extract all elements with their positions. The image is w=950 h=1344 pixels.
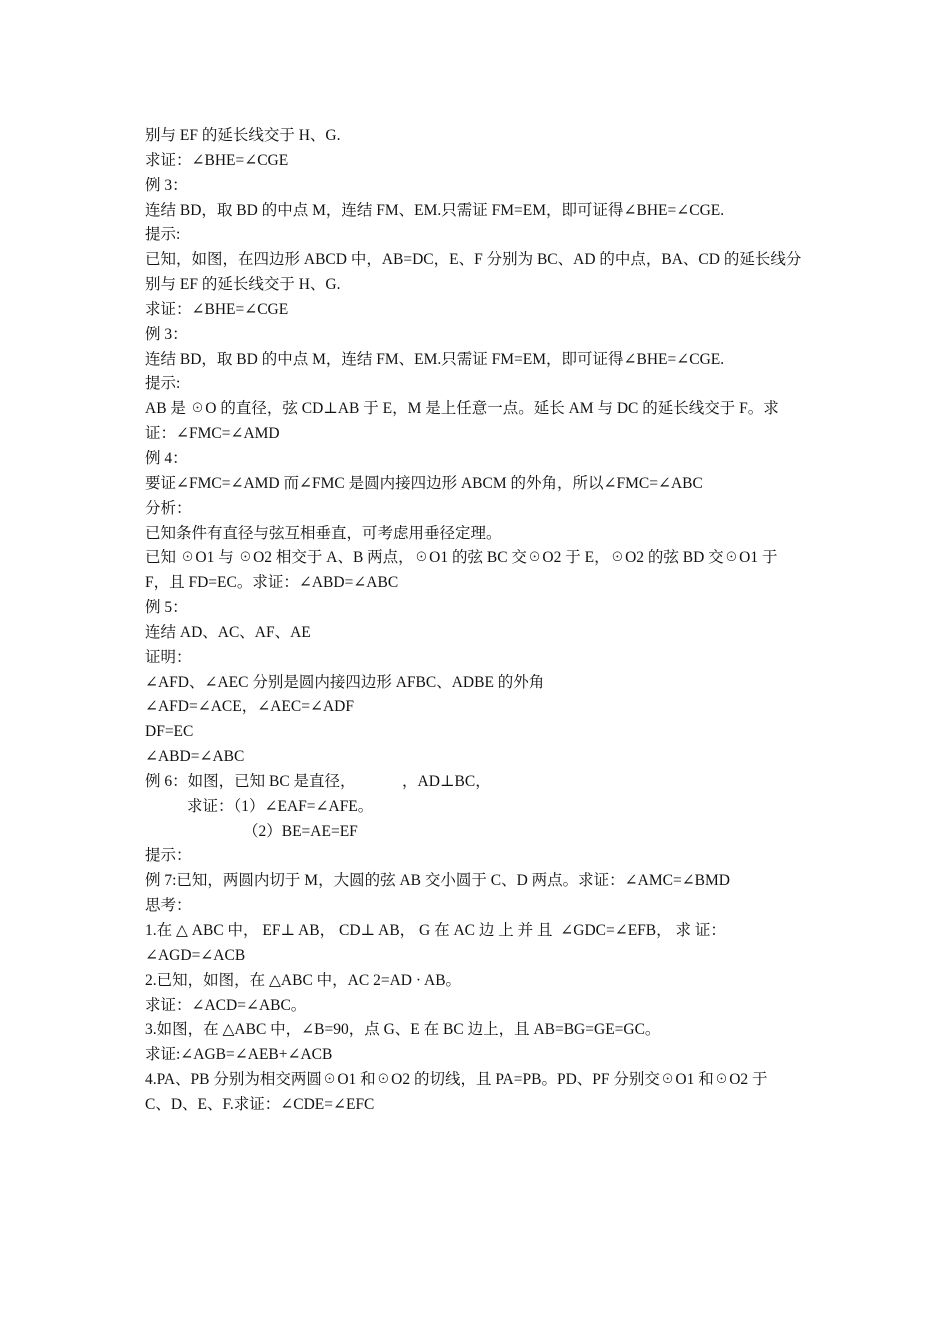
text-line: 要证∠FMC=∠AMD 而∠FMC 是圆内接四边形 ABCM 的外角，所以∠FMC=∠ABC — [145, 474, 703, 492]
text-line: 4.PA、PB 分别为相交两圆☉O1 和☉O2 的切线，且 PA=PB。PD、PF 分别交☉O1 和☉O2 于 — [145, 1071, 768, 1089]
text-line: 求证：∠BHE=∠CGE — [145, 300, 289, 318]
text-line: 已知 ☉O1 与 ☉O2 相交于 A、B 两点，☉O1 的弦 BC 交☉O2 于 E，☉O2 的弦 BD 交☉O1 于 — [145, 549, 778, 567]
text-line: 证：∠FMC=∠AMD — [145, 425, 280, 443]
text-line: 提示： — [145, 847, 192, 865]
text-line: C、D、E、F.求证：∠CDE=∠EFC — [145, 1095, 375, 1113]
text-line: ∠AFD、∠AEC 分别是圆内接四边形 AFBC、ADBE 的外角 — [145, 673, 545, 691]
text-line: 例 3： — [145, 176, 188, 194]
text-line: AB 是 ☉O 的直径，弦 CD⊥AB 于 E，M 是上任意一点。延长 AM 与 DC 的延长线交于 F。求 — [145, 400, 779, 418]
text-line: 例 5： — [145, 599, 188, 617]
document-body — [145, 124, 810, 1118]
text-line: 别与 EF 的延长线交于 H、G. — [145, 127, 341, 144]
text-line: 求证:∠AGB=∠AEB+∠ACB — [145, 1046, 333, 1064]
text-line: 例 6：如图，已知 BC 是直径， ，AD⊥BC， — [145, 772, 491, 790]
text-line: 例 4： — [145, 449, 188, 467]
text-line: DF=EC — [145, 723, 194, 741]
text-line: ∠AFD=∠ACE，∠AEC=∠ADF — [145, 698, 354, 716]
text-line: 已知，如图，在四边形 ABCD 中，AB=DC，E、F 分别为 BC、AD 的中点，BA、CD 的延长线分 — [145, 251, 802, 269]
text-line: 思考： — [145, 897, 192, 915]
text-line: 例 7:已知，两圆内切于 M，大圆的弦 AB 交小圆于 C、D 两点。求证：∠AMC=∠BMD — [145, 872, 730, 890]
text-line: 求证：∠BHE=∠CGE — [145, 151, 289, 169]
text-line: 证明： — [145, 648, 192, 666]
text-line: ∠ABD=∠ABC — [145, 748, 245, 766]
text-line: ∠AGD=∠ACB — [145, 946, 246, 964]
text-line: 1.在 △ ABC 中， EF⊥ AB， CD⊥ AB， G 在 AC 边 上 并 且 ∠GDC=∠EFB， 求 证： — [145, 922, 726, 939]
text-line: 2.已知，如图，在 △ABC 中，AC 2=AD · AB。 — [145, 971, 462, 989]
text-line: 分析： — [145, 499, 192, 517]
text-line: （2）BE=AE=EF — [243, 822, 358, 840]
text-line: 求证：（1）∠EAF=∠AFE。 — [187, 797, 374, 815]
text-line: 已知条件有直径与弦互相垂直，可考虑用垂径定理。 — [145, 524, 502, 542]
text-line: 3.如图，在 △ABC 中，∠B=90，点 G、E 在 BC 边上，且 AB=BG=GE=GC。 — [145, 1021, 661, 1039]
text-line: 提示: — [145, 375, 181, 393]
text-line: 别与 EF 的延长线交于 H、G. — [145, 276, 341, 294]
text-line: F，且 FD=EC。求证：∠ABD=∠ABC — [145, 574, 399, 592]
text-line: 连结 AD、AC、AF、AE — [145, 623, 311, 641]
text-line: 例 3： — [145, 325, 188, 343]
text-line: 提示: — [145, 226, 181, 244]
text-line: 连结 BD，取 BD 的中点 M，连结 FM、EM.只需证 FM=EM，即可证得∠BHE=∠CGE. — [145, 350, 725, 368]
text-line: 求证：∠ACD=∠ABC。 — [145, 996, 307, 1014]
text-line: 连结 BD，取 BD 的中点 M，连结 FM、EM.只需证 FM=EM，即可证得∠BHE=∠CGE. — [145, 201, 725, 219]
